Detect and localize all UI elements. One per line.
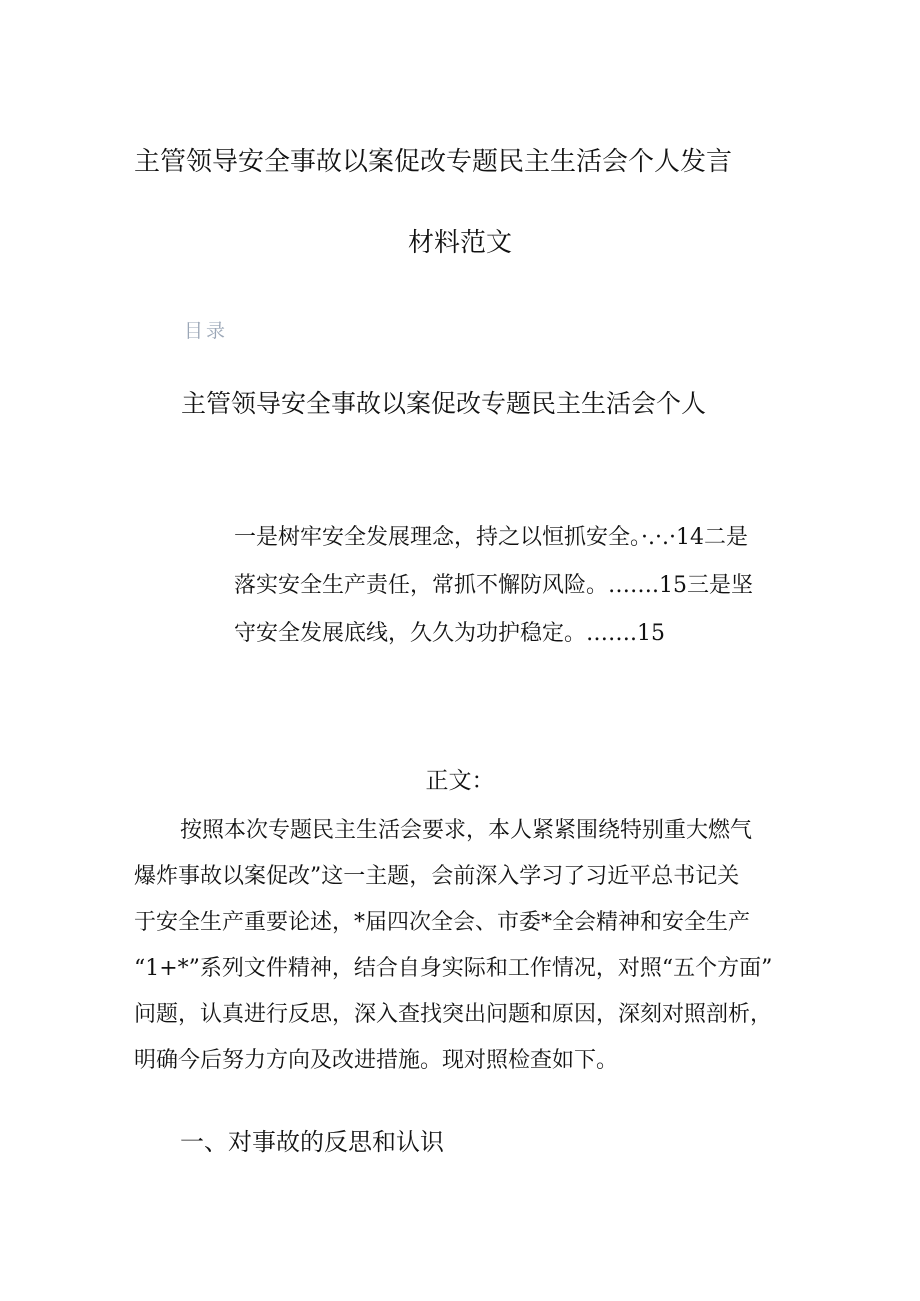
- paragraph-line: 问题，认真进行反思，深入查找突出问题和原因，深刻对照剖析，: [134, 1002, 773, 1027]
- toc-label: 目录: [184, 320, 229, 342]
- paragraph-line: 按照本次专题民主生活会要求，本人紧紧围绕特别重大燃气: [180, 818, 753, 843]
- paragraph-line: “1+*”系列文件精神，结合自身实际和工作情况，对照“五个方面”: [134, 956, 773, 981]
- main-text-label: 正文：: [425, 768, 495, 794]
- toc-entries: [234, 514, 794, 658]
- toc-heading: 主管领导安全事故以案促改专题民主生活会个人: [181, 389, 707, 418]
- toc-entry-line[interactable]: 守安全发展底线，久久为功护稳定。…….15: [234, 621, 665, 646]
- main-paragraph: [134, 808, 794, 1084]
- section-heading: 一、对事故的反思和认识: [180, 1128, 444, 1156]
- toc-entry-line[interactable]: 一是树牢安全发展理念，持之以恒抓安全。·.·.·14二是: [234, 525, 748, 550]
- paragraph-line: 爆炸事故以案促改”这一主题，会前深入学习了习近平总书记关: [134, 864, 740, 889]
- document-title-line-2: 材料范文: [407, 228, 512, 258]
- paragraph-line: 明确今后努力方向及改进措施。现对照检查如下。: [134, 1048, 619, 1073]
- paragraph-line: 于安全生产重要论述，*届四次全会、市委*全会精神和安全生产: [134, 910, 751, 935]
- document-title-line-1: 主管领导安全事故以案促改专题民主生活会个人发言: [134, 147, 733, 177]
- toc-entry-line[interactable]: 落实安全生产责任，常抓不懈防风险。…….15三是坚: [234, 573, 753, 598]
